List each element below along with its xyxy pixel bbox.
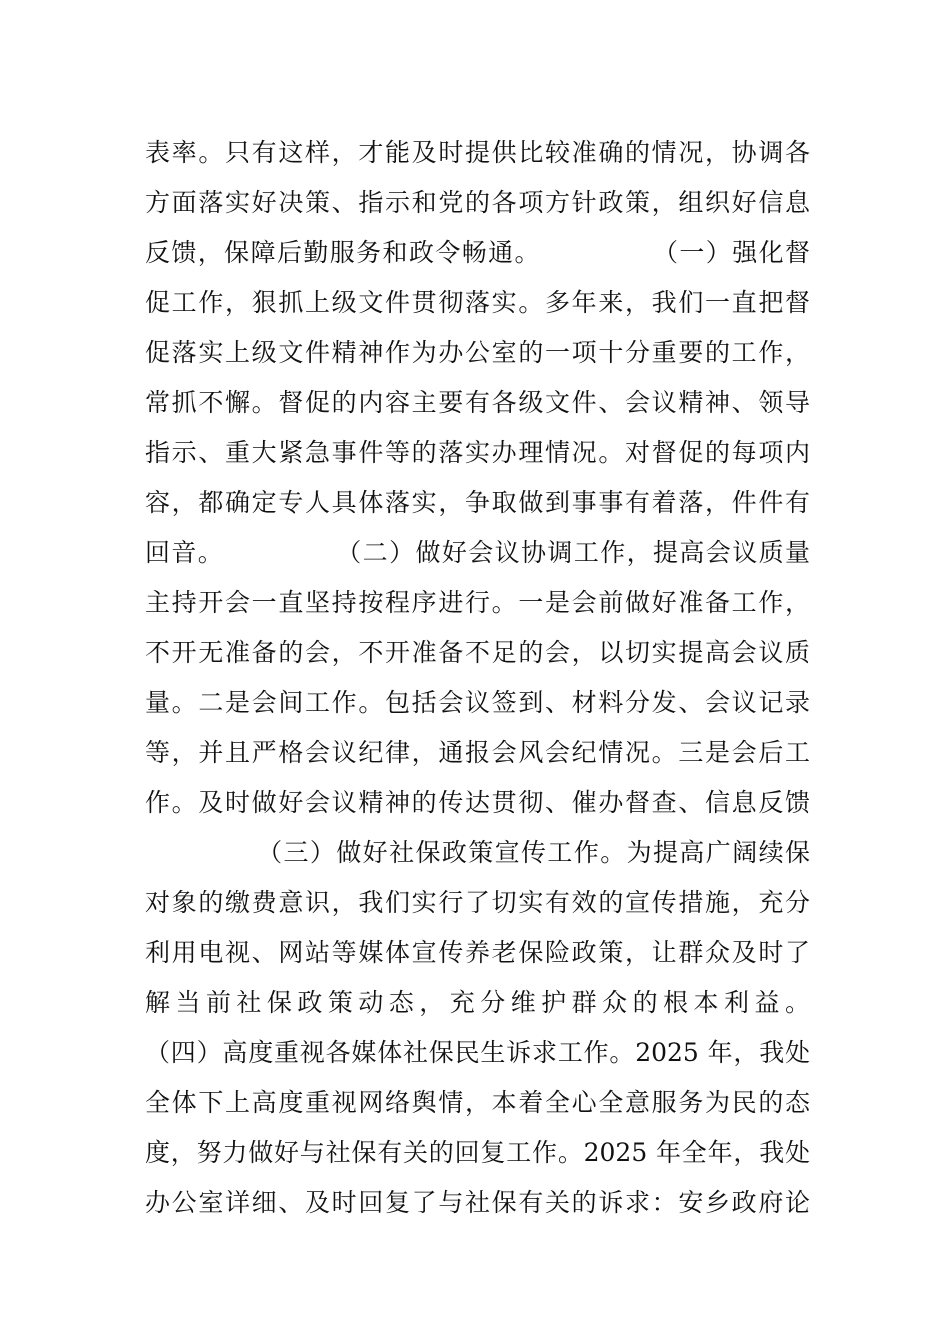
text-line: 办公室详细、及时回复了与社保有关的诉求：安乡政府论 [145, 1188, 810, 1217]
text-line: 利用电视、网站等媒体宣传养老保险政策，让群众及时了 [145, 938, 810, 967]
body-text [145, 128, 810, 1228]
text-line: 度，努力做好与社保有关的回复工作。2025 年全年，我处 [145, 1138, 810, 1167]
text-line: 促落实上级文件精神作为办公室的一项十分重要的工作， [145, 338, 810, 367]
text-line: 全体下上高度重视网络舆情，本着全心全意服务为民的态 [145, 1088, 810, 1117]
text-line: 解当前社保政策动态，充分维护群众的根本利益。 [145, 988, 810, 1017]
text-line: 常抓不懈。督促的内容主要有各级文件、会议精神、领导 [145, 388, 810, 417]
text-line: 回音。 （二）做好会议协调工作，提高会议质量 [145, 538, 810, 567]
text-line: 容，都确定专人具体落实，争取做到事事有着落，件件有 [145, 488, 810, 517]
text-line: 不开无准备的会，不开准备不足的会，以切实提高会议质 [145, 638, 810, 667]
text-line: 对象的缴费意识，我们实行了切实有效的宣传措施，充分 [145, 888, 810, 917]
text-line: 作。及时做好会议精神的传达贯彻、催办督查、信息反馈 [145, 788, 810, 817]
text-line: （三）做好社保政策宣传工作。为提高广阔续保 [145, 838, 810, 867]
text-line: 主持开会一直坚持按程序进行。一是会前做好准备工作， [145, 588, 810, 617]
text-line: 表率。只有这样，才能及时提供比较准确的情况，协调各 [145, 138, 810, 167]
text-line: 促工作，狠抓上级文件贯彻落实。多年来，我们一直把督 [145, 288, 810, 317]
text-line: 等，并且严格会议纪律，通报会风会纪情况。三是会后工 [145, 738, 810, 767]
text-line: （四）高度重视各媒体社保民生诉求工作。2025 年，我处 [145, 1038, 810, 1067]
text-line: 指示、重大紧急事件等的落实办理情况。对督促的每项内 [145, 438, 810, 467]
text-line: 反馈，保障后勤服务和政令畅通。 （一）强化督 [145, 238, 810, 267]
text-line: 量。二是会间工作。包括会议签到、材料分发、会议记录 [145, 688, 810, 717]
text-line: 方面落实好决策、指示和党的各项方针政策，组织好信息 [145, 188, 810, 217]
